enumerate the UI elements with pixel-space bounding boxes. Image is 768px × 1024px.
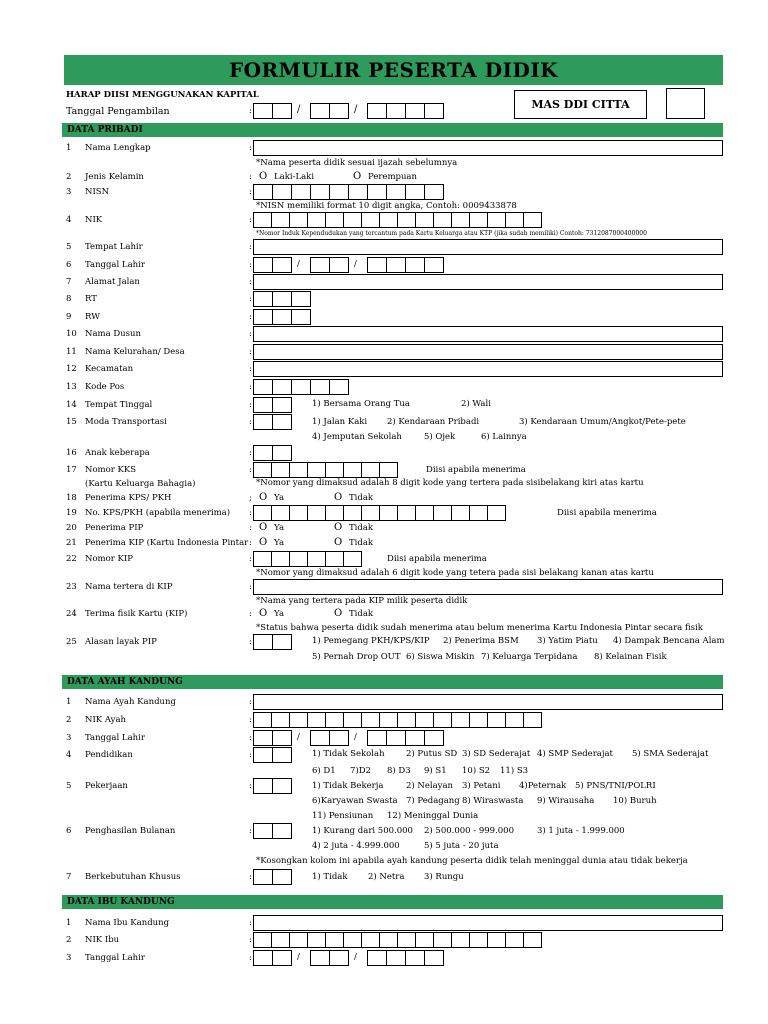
option-text: 3) Yatim Piatu — [537, 636, 598, 646]
option-text: 11) Pensiunan — [312, 811, 374, 821]
colon: : — [249, 609, 252, 619]
ya-label: Ya — [274, 493, 285, 503]
nama-lengkap-input[interactable] — [253, 140, 723, 156]
terima-fisik-note: *Status bahwa peserta didik sudah menerima atau belum menerima Kartu Indonesia Pintar secara fisik — [256, 623, 703, 633]
laki-laki-label: Laki-Laki — [274, 172, 315, 182]
school-box — [514, 90, 647, 119]
radio-perempuan[interactable]: O — [353, 171, 362, 182]
nama-ibu-input[interactable] — [253, 915, 723, 931]
tanggal-lahir-ayah-month[interactable] — [310, 730, 348, 746]
option-text: 1) Pemegang PKH/KPS/KIP — [312, 636, 430, 646]
option-text: 10) Buruh — [613, 796, 657, 806]
nomor-kip-label: Nomor KIP — [85, 554, 133, 564]
colon: : — [249, 312, 252, 322]
option-text: 10) S2 — [462, 766, 491, 776]
penerima-pip-label: Penerima PIP — [85, 523, 144, 533]
row-number: 3 — [66, 733, 72, 743]
nik-ayah-label: NIK Ayah — [85, 715, 126, 725]
tanggal-pengambilan-day[interactable] — [253, 103, 291, 119]
nama-lengkap-note: *Nama peserta didik sesuai ijazah sebelumnya — [256, 158, 458, 168]
anak-keberapa-label: Anak keberapa — [85, 448, 150, 458]
colon: : — [249, 187, 252, 197]
row-number: 1 — [66, 143, 72, 153]
date-separator: / — [297, 952, 300, 962]
tempat-lahir-input[interactable] — [253, 239, 723, 255]
penghasilan-label: Penghasilan Bulanan — [85, 826, 176, 836]
diisi-note: Diisi apabila menerima — [426, 465, 526, 475]
instruction: HARAP DIISI MENGGUNAKAN KAPITAL — [66, 90, 259, 100]
option-text: 1) Tidak — [312, 872, 348, 882]
option-text: 2) Nelayan — [406, 781, 454, 791]
tanggal-lahir-ayah-label: Tanggal Lahir — [85, 733, 145, 743]
colon: : — [249, 781, 252, 791]
option-text: 6)Karyawan Swasta — [312, 796, 398, 806]
colon: : — [249, 448, 252, 458]
tidak-label: Tidak — [349, 523, 374, 533]
row-number: 13 — [66, 382, 77, 392]
terima-fisik-label: Terima fisik Kartu (KIP) — [85, 609, 188, 619]
option-text: 3) 1 juta - 1.999.000 — [537, 826, 625, 836]
colon: : — [249, 215, 252, 225]
radio-tidak[interactable]: O — [334, 608, 343, 619]
colon: : — [249, 637, 252, 647]
colon: : — [249, 697, 252, 707]
row-number: 11 — [66, 347, 77, 357]
nama-kip-note: *Nama yang tertera pada KIP milik peserta didik — [256, 596, 468, 606]
pekerjaan-input[interactable] — [253, 778, 291, 794]
nisn-input[interactable] — [253, 184, 443, 200]
option-text: 9) Wirausaha — [537, 796, 595, 806]
row-number: 19 — [66, 508, 77, 518]
tanggal-lahir-ayah-day[interactable] — [253, 730, 291, 746]
colon: : — [249, 260, 252, 270]
nama-lengkap-label: Nama Lengkap — [85, 143, 151, 153]
alasan-pip-label: Alasan layak PIP — [85, 637, 157, 647]
tanggal-lahir-ayah-year[interactable] — [367, 730, 443, 746]
row-number: 5 — [66, 242, 72, 252]
anak-keberapa-input[interactable] — [253, 445, 291, 461]
kip-note: *Nomor yang dimaksud adalah 6 digit kode yang tetera pada sisi belakang kanan atas kartu — [256, 568, 654, 578]
colon: : — [249, 582, 252, 592]
option-text: 4)Peternak — [519, 781, 567, 791]
colon: : — [249, 508, 252, 518]
diisi-note: Diisi apabila menerima — [557, 508, 657, 518]
row-number: 20 — [66, 523, 77, 533]
option-text: 4) Dampak Bencana Alam — [613, 636, 725, 646]
radio-ya[interactable]: O — [259, 608, 268, 619]
tidak-label: Tidak — [349, 493, 374, 503]
colon: : — [249, 347, 252, 357]
option-text: 3) Kendaraan Umum/Angkot/Pete-pete — [519, 417, 686, 427]
colon: : — [249, 400, 252, 410]
tidak-label: Tidak — [349, 609, 374, 619]
option-text: 3) Petani — [462, 781, 501, 791]
ya-label: Ya — [274, 538, 285, 548]
row-number: 4 — [66, 750, 72, 760]
colon: : — [249, 715, 252, 725]
option-text: 1) Tidak Sekolah — [312, 749, 385, 759]
nomor-kip-input[interactable] — [253, 551, 361, 567]
row-number: 10 — [66, 329, 77, 339]
nomor-kks-label: Nomor KKS — [85, 465, 137, 475]
radio-tidak[interactable]: O — [334, 522, 343, 533]
nama-dusun-input[interactable] — [253, 326, 723, 342]
colon: : — [249, 523, 252, 533]
row-number: 23 — [66, 582, 77, 592]
colon: : — [249, 918, 252, 928]
row-number: 2 — [66, 935, 72, 945]
kelurahan-label: Nama Kelurahan/ Desa — [85, 347, 185, 357]
option-text: 2) Putus SD — [406, 749, 458, 759]
row-number: 12 — [66, 364, 77, 374]
pendidikan-label: Pendidikan — [85, 750, 133, 760]
nik-note: *Nomor Induk Kependudukan yang tercantum pada Kartu Keluarga atau KTP (jika sudah memiliki) Contoh: 7312087000400000 — [256, 230, 647, 237]
kks-note: *Nomor yang dimaksud adalah 8 digit kode yang tertera pada sisibelakang kiri atas kartu — [256, 478, 644, 488]
row-number: 7 — [66, 277, 72, 287]
option-text: 6) D1 — [312, 766, 336, 776]
tanggal-pengambilan-label: Tanggal Pengambilan — [66, 106, 170, 117]
moda-transportasi-input[interactable] — [253, 414, 291, 430]
option-text: 1) Jalan Kaki — [312, 417, 368, 427]
nisn-note: *NISN memiliki format 10 digit angka, Contoh: 0009433878 — [256, 201, 517, 211]
option-text: 1) Bersama Orang Tua — [312, 399, 410, 409]
ya-label: Ya — [274, 523, 285, 533]
berkebutuhan-khusus-label: Berkebutuhan Khusus — [85, 872, 181, 882]
date-separator: / — [354, 259, 357, 269]
row-number: 25 — [66, 637, 77, 647]
row-number: 2 — [66, 715, 72, 725]
rw-input[interactable] — [253, 309, 310, 325]
colon: : — [249, 554, 252, 564]
colon: : — [249, 382, 252, 392]
row-number: 4 — [66, 215, 72, 225]
option-text: 2) Kendaraan Pribadi — [387, 417, 480, 427]
ya-label: Ya — [274, 609, 285, 619]
nik-label: NIK — [85, 215, 103, 225]
diisi-note: Diisi apabila menerima — [387, 554, 487, 564]
option-text: 2) Penerima BSM — [443, 636, 519, 646]
section-data-ibu: DATA IBU KANDUNG — [62, 895, 723, 909]
alasan-pip-input[interactable] — [253, 634, 291, 650]
option-text: 3) SD Sederajat — [462, 749, 531, 759]
option-text: 4) SMP Sederajat — [537, 749, 613, 759]
row-number: 1 — [66, 918, 72, 928]
row-number: 6 — [66, 826, 72, 836]
colon: : — [249, 953, 252, 963]
row-number: 3 — [66, 187, 72, 197]
rw-label: RW — [85, 312, 100, 322]
option-text: 6) Lainnya — [481, 432, 527, 442]
rt-input[interactable] — [253, 291, 310, 307]
form-title-bar — [64, 55, 723, 85]
row-number: 7 — [66, 872, 72, 882]
date-separator: / — [354, 952, 357, 962]
kecamatan-label: Kecamatan — [85, 364, 134, 374]
option-text: 1) Kurang dari 500.000 — [312, 826, 413, 836]
colon: : — [249, 364, 252, 374]
alamat-jalan-input[interactable] — [253, 274, 723, 290]
option-text: 7) Keluarga Terpidana — [481, 652, 578, 662]
row-number: 16 — [66, 448, 77, 458]
penghasilan-input[interactable] — [253, 823, 291, 839]
nomor-kks-input[interactable] — [253, 462, 397, 478]
option-text: 5) Ojek — [424, 432, 456, 442]
tanggal-lahir-ibu-year[interactable] — [367, 950, 443, 966]
tanggal-pengambilan-year[interactable] — [367, 103, 443, 119]
row-number: 9 — [66, 312, 72, 322]
colon: : — [249, 935, 252, 945]
nik-input[interactable] — [253, 212, 541, 228]
colon: : — [249, 750, 252, 760]
tanggal-lahir-month[interactable] — [310, 257, 348, 273]
radio-tidak[interactable]: O — [334, 537, 343, 548]
date-separator: / — [354, 732, 357, 742]
tanggal-lahir-ibu-month[interactable] — [310, 950, 348, 966]
option-text: 6) Siswa Miskin — [406, 652, 475, 662]
option-text: 9) S1 — [424, 766, 447, 776]
tanggal-lahir-label: Tanggal Lahir — [85, 260, 145, 270]
nama-kip-input[interactable] — [253, 579, 723, 595]
date-separator: / — [297, 732, 300, 742]
section-data-pribadi: DATA PRIBADI — [62, 123, 723, 137]
nama-ibu-label: Nama Ibu Kandung — [85, 918, 170, 928]
kode-pos-input[interactable] — [253, 379, 348, 395]
colon: : — [249, 538, 252, 548]
radio-ya[interactable]: O — [259, 522, 268, 533]
row-number: 2 — [66, 172, 72, 182]
radio-laki-laki[interactable]: O — [259, 171, 268, 182]
colon: : — [249, 872, 252, 882]
jenis-kelamin-label: Jenis Kelamin — [85, 172, 144, 182]
colon: : — [249, 329, 252, 339]
option-text: 5) 5 juta - 20 juta — [424, 841, 499, 851]
alamat-jalan-label: Alamat Jalan — [85, 277, 140, 287]
tempat-lahir-label: Tempat Lahir — [85, 242, 143, 252]
perempuan-label: Perempuan — [368, 172, 417, 182]
colon: : — [249, 733, 252, 743]
option-text: 8) Wiraswasta — [462, 796, 524, 806]
date-separator: / — [297, 259, 300, 269]
option-text: 1) Tidak Bekerja — [312, 781, 384, 791]
nama-ayah-input[interactable] — [253, 694, 723, 710]
row-number: 18 — [66, 493, 77, 503]
row-number: 17 — [66, 465, 77, 475]
tempat-tinggal-input[interactable] — [253, 397, 291, 413]
row-number: 6 — [66, 260, 72, 270]
option-text: 3) Rungu — [424, 872, 464, 882]
section-data-ayah: DATA AYAH KANDUNG — [62, 675, 723, 689]
nama-dusun-label: Nama Dusun — [85, 329, 141, 339]
berkebutuhan-khusus-input[interactable] — [253, 869, 291, 885]
radio-tidak[interactable]: O — [334, 492, 343, 503]
penerima-kps-label: Penerima KPS/ PKH — [85, 493, 172, 503]
tanggal-lahir-year[interactable] — [367, 257, 443, 273]
colon: : — [249, 277, 252, 287]
option-text: 4) Jemputan Sekolah — [312, 432, 402, 442]
colon: : — [249, 172, 252, 182]
row-number: 3 — [66, 953, 72, 963]
colon: : — [249, 826, 252, 836]
colon: : — [249, 242, 252, 252]
kode-pos-label: Kode Pos — [85, 382, 125, 392]
nik-ayah-input[interactable] — [253, 712, 541, 728]
penerima-kip-label: Penerima KIP (Kartu Indonesia Pintar — [85, 538, 249, 548]
no-kps-label: No. KPS/PKH (apabila menerima) — [85, 508, 231, 518]
colon: : — [249, 294, 252, 304]
code-box[interactable] — [666, 88, 705, 119]
row-number: 22 — [66, 554, 77, 564]
nisn-label: NISN — [85, 187, 110, 197]
nik-ibu-input[interactable] — [253, 932, 541, 948]
tanggal-lahir-day[interactable] — [253, 257, 291, 273]
option-text: 5) Pernah Drop OUT — [312, 652, 401, 662]
option-text: 8) Kelainan Fisik — [594, 652, 667, 662]
option-text: 12) Meninggal Dunia — [387, 811, 479, 821]
colon: : — [249, 417, 252, 427]
colon: ; — [249, 493, 252, 503]
radio-ya[interactable]: O — [259, 537, 268, 548]
option-text: 11) S3 — [500, 766, 529, 776]
tidak-label: Tidak — [349, 538, 374, 548]
option-text: 2) Wali — [461, 399, 491, 409]
colon: : — [249, 465, 252, 475]
tanggal-lahir-ibu-day[interactable] — [253, 950, 291, 966]
option-text: 5) PNS/TNI/POLRI — [575, 781, 656, 791]
form-title: FORMULIR PESERTA DIDIK — [228, 58, 559, 82]
radio-ya[interactable]: O — [259, 492, 268, 503]
kecamatan-input[interactable] — [253, 361, 723, 377]
penghasilan-note: *Kosongkan kolom ini apabila ayah kandung peserta didik telah meninggal dunia atau tidak bekerja — [256, 856, 688, 866]
colon: : — [249, 106, 252, 116]
date-separator: / — [297, 104, 301, 115]
row-number: 8 — [66, 294, 72, 304]
option-text: 5) SMA Sederajat — [632, 749, 709, 759]
option-text: 2) Netra — [368, 872, 405, 882]
option-text: 4) 2 juta - 4.999.000 — [312, 841, 400, 851]
rt-label: RT — [85, 294, 97, 304]
nik-ibu-label: NIK Ibu — [85, 935, 120, 945]
nama-kip-label: Nama tertera di KIP — [85, 582, 173, 592]
kks-sublabel: (Kartu Keluarga Bahagia) — [85, 479, 196, 489]
kelurahan-input[interactable] — [253, 344, 723, 360]
row-number: 1 — [66, 697, 72, 707]
colon: : — [249, 143, 252, 153]
option-text: 7)D2 — [350, 766, 371, 776]
tanggal-pengambilan-month[interactable] — [310, 103, 348, 119]
pekerjaan-label: Pekerjaan — [85, 781, 128, 791]
nama-ayah-label: Nama Ayah Kandung — [85, 697, 176, 707]
moda-transportasi-label: Moda Transportasi — [85, 417, 167, 427]
option-text: 7) Pedagang — [406, 796, 460, 806]
tanggal-lahir-ibu-label: Tanggal Lahir — [85, 953, 145, 963]
row-number: 5 — [66, 781, 72, 791]
pendidikan-input[interactable] — [253, 747, 291, 763]
option-text: 8) D3 — [387, 766, 411, 776]
row-number: 21 — [66, 538, 77, 548]
school-name: MAS DDI CITTA — [531, 98, 630, 111]
no-kps-input[interactable] — [253, 505, 505, 521]
tempat-tinggal-label: Tempat Tinggal — [85, 400, 153, 410]
row-number: 14 — [66, 400, 77, 410]
row-number: 24 — [66, 609, 77, 619]
row-number: 15 — [66, 417, 77, 427]
date-separator: / — [354, 104, 358, 115]
option-text: 2) 500.000 - 999.000 — [424, 826, 515, 836]
